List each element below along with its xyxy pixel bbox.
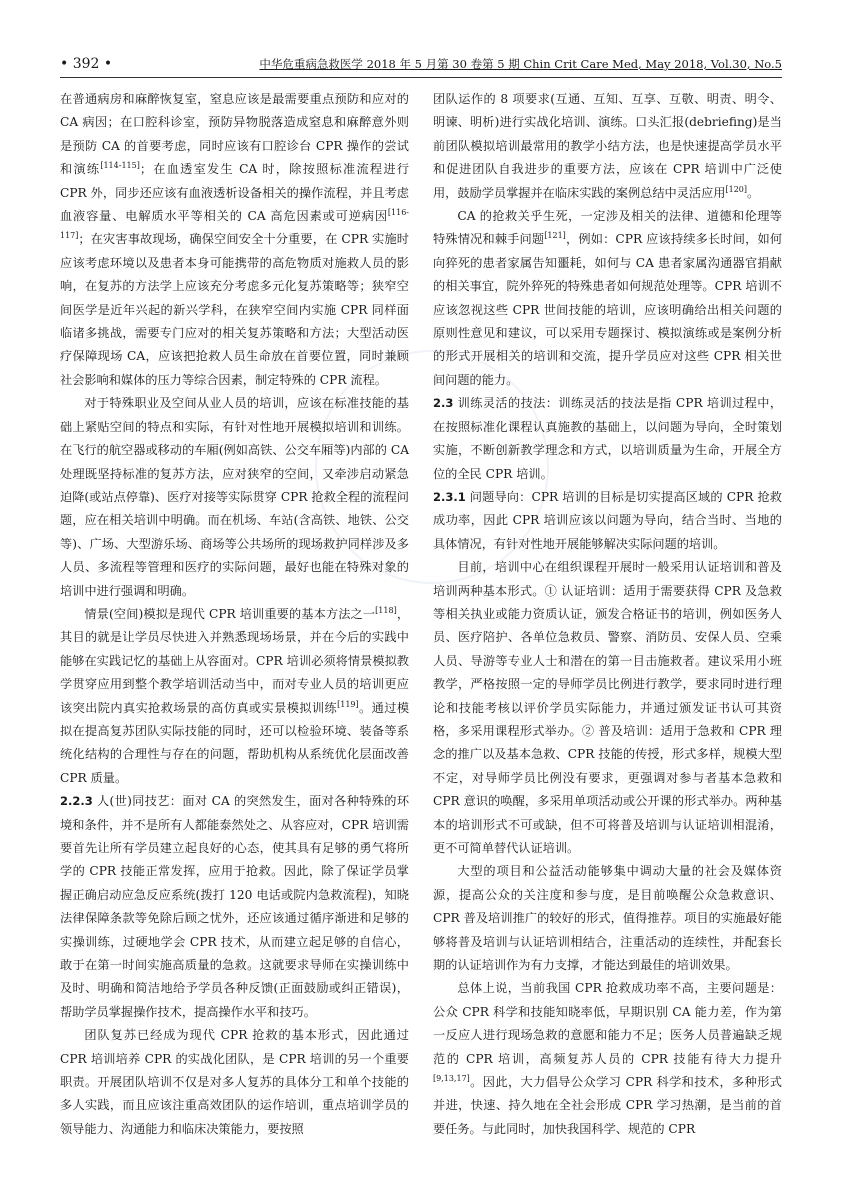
left-column [60, 88, 409, 1158]
paragraph: 2.2.3 人(世)同技艺：面对 CA 的突然发生，面对各种特殊的环境和条件，并不是所有人都能泰然处之、从容应对，CPR 培训需要首先让所有学员建立起良好的心态，使其具有足够的勇气将所学的 CPR 技能正常发挥，应用于抢救。因此，除了保证学员掌握正确启动应急反应系统(拨打 120 电话或院内急救流程)，知晓法律保障条款等免除后顾之忧外，还应该通过循序渐进和足够的实操训练，过硬地学会 CPR 技术，从而建立起足够的自信心，敢于在第一时间实施高质量的急救。这就要求导师在实操训练中及时、明确和简洁地给予学员各种反馈(正面鼓励或纠正错误)，帮助学员掌握操作技术，提高操作水平和技巧。 [60, 794, 409, 1019]
section-title: 人(世)同技艺： [96, 794, 183, 809]
paragraph: 情景(空间)模拟是现代 CPR 培训重要的基本方法之一[118]，其目的就是让学员尽快进入并熟悉现场场景，并在今后的实践中能够在实践记忆的基础上从容面对。CPR 培训必须将情景模拟教学贯穿应用到整个教学培训活动当中，而对专业人员的培训更应该突出院内真实抢救场景的高仿真或实景模拟训练[119]。通过模拟在提高复苏团队实际技能的同时，还可以检验环境、装备等系统化结构的合理性与存在的问题，帮助机构从系统优化层面改善 CPR 质量。 [60, 605, 409, 785]
paragraph: 对于特殊职业及空间从业人员的培训，应该在标准技能的基础上紧贴空间的特点和实际，有针对性地开展模拟培训和训练。在飞行的航空器或移动的车厢(例如高铁、公交车厢等)内部的 CA 处理既坚持标准的复苏方法，应对狭窄的空间，又牵涉启动紧急迫降(或站点停靠)、医疗对接等实际贯穿 CPR 抢救全程的流程问题，应在相关培训中明确。而在机场、车站(含高铁、地铁、公交等)、广场、大型游乐场、商场等公共场所的现场救护同样涉及多人员、多流程等管理和医疗的实际问题，最好也能在特殊对象的培训中进行强调和明确。 [60, 396, 409, 598]
paragraph: 团队运作的 8 项要求(互通、互知、互享、互敬、明责、明令、明谏、明析)进行实战化培训、演练。口头汇报(debriefing)是当前团队模拟培训最常用的教学小结方法，也是快速提高学员水平和促进团队自我进步的重要方法，应该在 CPR 培训中广泛使用，鼓励学员掌握并在临床实践的案例总结中灵活应用[120]。 [433, 92, 782, 200]
paragraph: 团队复苏已经成为现代 CPR 抢救的基本形式，因此通过 CPR 培训培养 CPR 的实战化团队，是 CPR 培训的另一个重要职责。开展团队培训不仅是对多人复苏的具体分工和单个技能的多人实践，而且应该注重高效团队的运作培训，重点培训学员的领导能力、沟通能力和临床决策能力，要按照 [60, 1028, 409, 1136]
citation: [114-115] [100, 161, 140, 171]
paragraph: 总体上说，当前我国 CPR 抢救成功率不高，主要问题是：公众 CPR 科学和技能知晓率低，早期识别 CA 能力差，作为第一反应人进行现场急救的意愿和能力不足；医务人员普遍缺乏规范的 CPR 培训，高频复苏人员的 CPR 技能有待大力提升[9,13,17]。因此，大力倡导公众学习 CPR 科学和技术，多种形式并进，快速、持久地在全社会形成 CPR 学习热潮，是当前的首要任务。与此同时，加快我国科学、规范的 CPR [433, 981, 782, 1136]
journal-title: 中华危重病急救医学 2018 年 5 月第 30 卷第 5 期 Chin Crit Care Med, May 2018, Vol.30, No.5 [259, 57, 782, 71]
citation: [9,13,17] [433, 1074, 470, 1083]
section-title: 问题导向： [469, 489, 532, 504]
paragraph: 在普通病房和麻醉恢复室，窒息应该是最需要重点预防和应对的 CA 病因；在口腔科诊室，预防异物脱落造成窒息和麻醉意外则是预防 CA 的首要考虑，同时应该有口腔诊台 CPR 操作的尝试和演练[114-115]；在血透室发生 CA 时，除按照标准流程进行 CPR 外，同步还应该有血液透析设备相关的操作流程，并且考虑血液容量、电解质水平等相关的 CA 高危因素或可逆病因[116-117]；在灾害事故现场，确保空间安全十分重要，在 CPR 实施时应该考虑环境以及患者本身可能携带的高危物质对施救人员的影响，在复苏的方法学上应该充分考虑多元化复苏策略等；狭窄空间医学是近年兴起的新兴学科，在狭窄空间内实施 CPR 同样面临诸多挑战，需要专门应对的相关复苏策略和方法；大型活动医疗保障现场 CA，应该把抢救人员生命放在首要位置，同时兼顾社会影响和媒体的压力等综合因素，制定特殊的 CPR 流程。 [60, 92, 409, 387]
section-number: 2.3 [433, 396, 454, 411]
citation: [120] [725, 184, 748, 194]
citation: [119] [337, 699, 359, 709]
header-rule [60, 77, 782, 78]
section-number: 2.3.1 [433, 489, 466, 504]
paragraph: 目前，培训中心在组织课程开展时一般采用认证培训和普及培训两种基本形式。① 认证培训：适用于需要获得 CPR 及急救等相关执业或能力资质认证，颁发合格证书的培训，例如医务人员、医疗陪护、各单位急救员、警察、消防员、安保人员、空乘人员、导游等专业人士和潜在的第一目击施救者。建议采用小班教学，严格按照一定的导师学员比例进行教学，要求同时进行理论和技能考核以评价学员实际能力，并通过颁发证书认可其资格，多采用课程形式举办。② 普及培训：适用于急救和 CPR 理念的推广以及基本急救、CPR 技能的传授，形式多样，规模大型不定，对导师学员比例没有要求，更强调对参与者基本急救和 CPR 意识的唤醒，多采用单项活动或公开课的形式举办。两种基本的培训形式不可或缺，但不可将普及培训与认证培训相混淆，更不可简单替代认证培训。 [433, 560, 782, 855]
paragraph: 大型的项目和公益活动能够集中调动大量的社会及媒体资源，提高公众的关注度和参与度，是目前唤醒公众急救意识、CPR 普及培训推广的较好的形式，值得推荐。项目的实施最好能够将普及培训与认证培训相结合，注重活动的连续性，并配套长期的认证培训作为有力支撑，才能达到最佳的培训效果。 [433, 864, 782, 973]
section-title: 训练灵活的技法： [457, 396, 559, 411]
citation: [121] [544, 231, 566, 241]
page-header [60, 54, 782, 74]
right-column [433, 88, 782, 1158]
page-number: • 392 • [60, 56, 113, 72]
citation: [118] [375, 605, 397, 615]
citation: [116-117] [60, 207, 409, 241]
paragraph: 2.3.1 问题导向：CPR 培训的目标是切实提高区域的 CPR 抢救成功率，因此 CPR 培训应该以问题为导向，结合当时、当地的具体情况，有针对性地开展能够解决实际问题的培训。 [433, 489, 782, 551]
paragraph: CA 的抢救关乎生死，一定涉及相关的法律、道德和伦理等特殊情况和棘手问题[121]，例如：CPR 应该持续多长时间，如何向猝死的患者家属告知噩耗，如何与 CA 患者家属沟通器官捐献的相关事宜，院外猝死的特殊患者如何规范处理等。CPR 培训不应该忽视这些 CPR 世间技能的培训，应该明确给出相关问题的原则性意见和建议，可以采用专题探讨、模拟演练或是案例分析的形式开展相关的培训和交流，提升学员应对这些 CPR 相关世间问题的能力。 [433, 209, 782, 387]
paragraph: 2.3 训练灵活的技法：训练灵活的技法是指 CPR 培训过程中，在按照标准化课程认真施教的基础上，以问题为导向，全时策划实施，不断创新教学理念和方式，以培训质量为生命，开展全方位的全民 CPR 培训。 [433, 396, 782, 481]
section-number: 2.2.3 [60, 794, 93, 809]
